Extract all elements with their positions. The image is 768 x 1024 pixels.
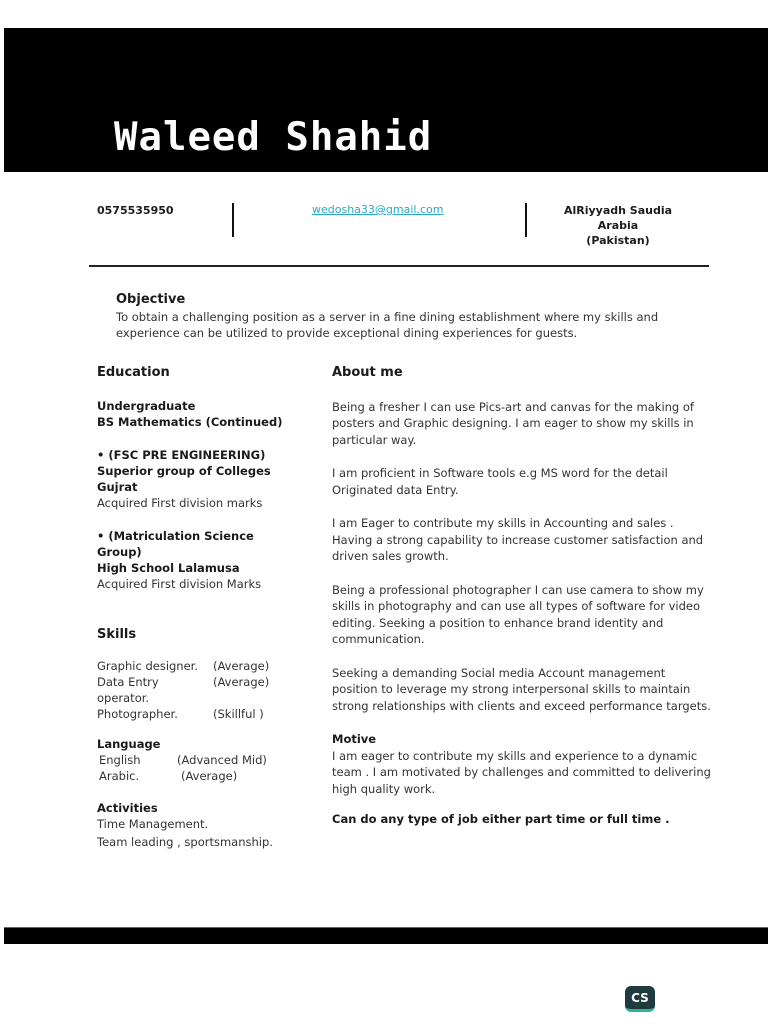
language-heading: Language	[97, 737, 161, 751]
activity-item: Time Management.	[97, 817, 209, 831]
address-line-1: AlRiyyadh Saudia Arabia	[563, 204, 673, 232]
education-level: Undergraduate	[97, 399, 196, 413]
activity-item: Team leading , sportsmanship.	[97, 835, 273, 849]
education-result: Acquired First division marks	[97, 496, 263, 510]
phone-number: 0575535950	[97, 204, 174, 217]
education-heading: Education	[97, 365, 170, 380]
skill-item	[97, 658, 307, 674]
left-column	[97, 365, 307, 850]
footer-bar	[4, 928, 768, 944]
education-program-cont: Group)	[97, 545, 142, 559]
language-level: (Advanced Mid)	[177, 753, 267, 767]
skill-level: (Skillful )	[213, 707, 264, 721]
about-heading: About me	[332, 365, 403, 380]
address	[543, 203, 693, 248]
activities-heading: Activities	[97, 801, 158, 815]
language-item	[97, 752, 307, 768]
candidate-name: Waleed Shahid	[114, 115, 433, 160]
motive-heading: Motive	[332, 732, 377, 746]
language-name: English	[99, 753, 141, 767]
objective-text: To obtain a challenging position as a server in a fine dining establishment where my skills and experience can be utilized to provide exceptional dining experiences for guests.	[116, 310, 659, 340]
contact-divider	[232, 203, 234, 237]
objective-heading: Objective	[116, 292, 186, 307]
about-paragraph: Seeking a demanding Social media Account management position to leverage my strong interpersonal skills to maintain strong relationships with clients and exceed performance targets.	[332, 665, 711, 713]
about-paragraph: Being a professional photographer I can use camera to show my skills in photography and can use all types of software for video editing. Seeking a position to enhance brand identity and communication.	[332, 582, 704, 646]
skills-heading: Skills	[97, 627, 137, 642]
email-link[interactable]: wedosha33@gmail.com	[312, 203, 444, 216]
section-divider	[89, 265, 709, 267]
education-institution: Superior group of Colleges	[97, 464, 271, 478]
skill-level: (Average)	[213, 659, 270, 673]
motive-text: I am eager to contribute my skills and experience to a dynamic team . I am motivated by challenges and committed to delivering high quality work.	[332, 748, 711, 796]
education-institution: High School Lalamusa	[97, 561, 240, 575]
education-program: • (Matriculation Science	[97, 529, 254, 543]
about-paragraph: Being a fresher I can use Pics-art and canvas for the making of posters and Graphic designing. I am eager to show my skills in particular way.	[332, 399, 694, 447]
education-degree: BS Mathematics (Continued)	[97, 415, 283, 429]
skill-item	[97, 674, 307, 706]
skill-name: Graphic designer.	[97, 659, 199, 673]
language-item	[97, 768, 307, 784]
education-result: Acquired First division Marks	[97, 577, 262, 591]
address-line-2: (Pakistan)	[586, 234, 650, 247]
about-paragraph: I am Eager to contribute my skills in Accounting and sales . Having a strong capability to increase customer satisfaction and driven sales growth.	[332, 516, 704, 563]
language-level: (Average)	[181, 769, 238, 783]
skill-item	[97, 706, 307, 722]
skill-level: (Average)	[213, 675, 270, 689]
skill-name: Photographer.	[97, 707, 178, 721]
education-city: Gujrat	[97, 480, 138, 494]
skill-name: Data Entry operator.	[97, 675, 159, 705]
right-column	[332, 365, 712, 828]
camscanner-logo-icon: CS	[625, 986, 655, 1012]
contact-divider	[525, 203, 527, 237]
about-paragraph: I am proficient in Software tools e.g MS word for the detail Originated data Entry.	[332, 466, 668, 497]
education-program: • (FSC PRE ENGINEERING)	[97, 448, 266, 462]
availability-note: Can do any type of job either part time or full time .	[332, 812, 670, 826]
language-name: Arabic.	[99, 769, 140, 783]
